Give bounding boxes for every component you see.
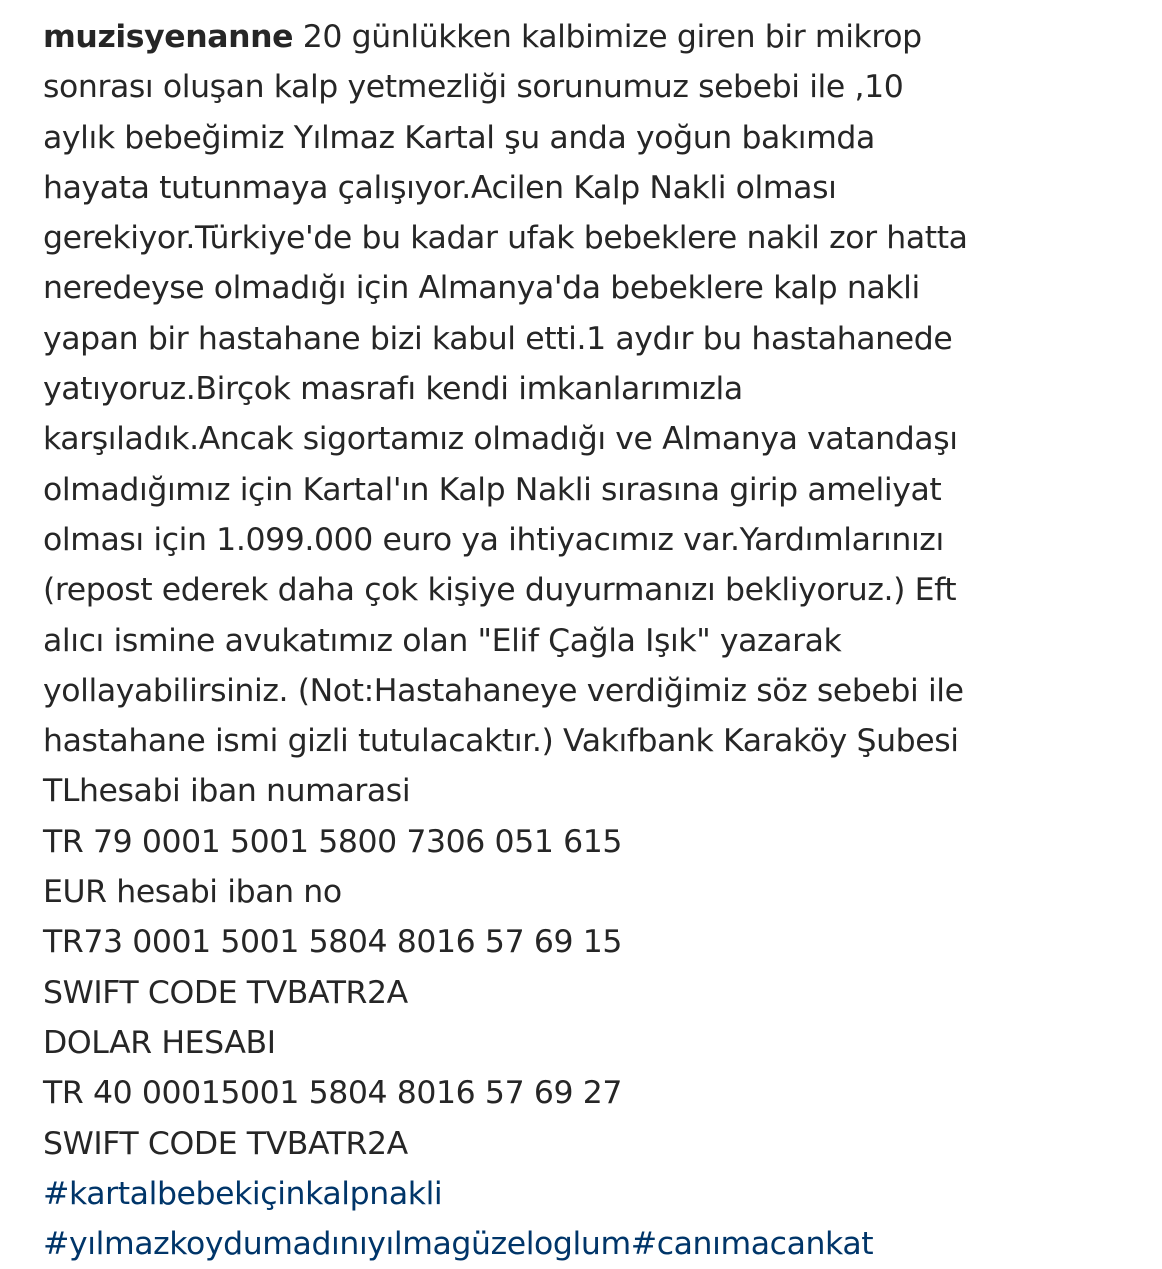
- caption-text: 20 günlükken kalbimize giren bir mikrop: [293, 19, 922, 55]
- hashtag-list: [43, 1169, 1143, 1269]
- caption-line: hayata tutunmaya çalışıyor.Acilen Kalp Nakli olması: [43, 169, 837, 206]
- caption-line: olmadığımız için Kartal'ın Kalp Nakli sırasına girip ameliyat: [43, 471, 942, 508]
- caption-line: SWIFT CODE TVBATR2A: [43, 974, 408, 1011]
- caption-line: TLhesabi iban numarasi: [43, 773, 411, 810]
- caption-line: karşıladık.Ancak sigortamız olmadığı ve Almanya vatandaşı: [43, 421, 958, 458]
- caption-first-line: [43, 12, 1143, 62]
- hashtag-link[interactable]: #yılmazkoydumadınıyılmagüzeloglum#canımacankat: [43, 1226, 874, 1263]
- caption-line: olması için 1.099.000 euro ya ihtiyacımız var.Yardımlarınızı: [43, 521, 944, 558]
- caption-line: yatıyoruz.Birçok masrafı kendi imkanlarımızla: [43, 371, 743, 408]
- caption-line: aylık bebeğimiz Yılmaz Kartal şu anda yoğun bakımda: [43, 119, 875, 156]
- caption-line: (repost ederek daha çok kişiye duyurmanızı bekliyoruz.) Eft: [43, 572, 957, 609]
- hashtag-link[interactable]: #kartalbebekiçinkalpnakli: [43, 1175, 443, 1212]
- caption-line: TR 79 0001 5001 5800 7306 051 615: [43, 823, 623, 860]
- caption-line: TR73 0001 5001 5804 8016 57 69 15: [43, 924, 623, 961]
- caption-line: EUR hesabi iban no: [43, 874, 342, 911]
- username-link[interactable]: muzisyenanne: [43, 19, 294, 55]
- caption-line: yollayabilirsiniz. (Not:Hastahaneye verdiğimiz söz sebebi ile: [43, 672, 964, 709]
- caption-line: yapan bir hastahane bizi kabul etti.1 aydır bu hastahanede: [43, 320, 953, 357]
- caption-line: sonrası oluşan kalp yetmezliği sorunumuz sebebi ile ,10: [43, 69, 904, 106]
- caption-line: alıcı ismine avukatımız olan "Elif Çağla Işık" yazarak: [43, 622, 842, 659]
- caption-line: TR 40 00015001 5804 8016 57 69 27: [43, 1075, 623, 1112]
- caption-line: neredeyse olmadığı için Almanya'da bebeklere kalp nakli: [43, 270, 920, 307]
- caption-line: hastahane ismi gizli tutulacaktır.) Vakıfbank Karaköy Şubesi: [43, 723, 959, 760]
- caption-body: [43, 62, 1143, 1169]
- caption-line: gerekiyor.Türkiye'de bu kadar ufak bebeklere nakil zor hatta: [43, 220, 968, 257]
- caption-line: DOLAR HESABI: [43, 1024, 276, 1061]
- caption-line: SWIFT CODE TVBATR2A: [43, 1125, 408, 1162]
- post-caption: [43, 12, 1143, 1269]
